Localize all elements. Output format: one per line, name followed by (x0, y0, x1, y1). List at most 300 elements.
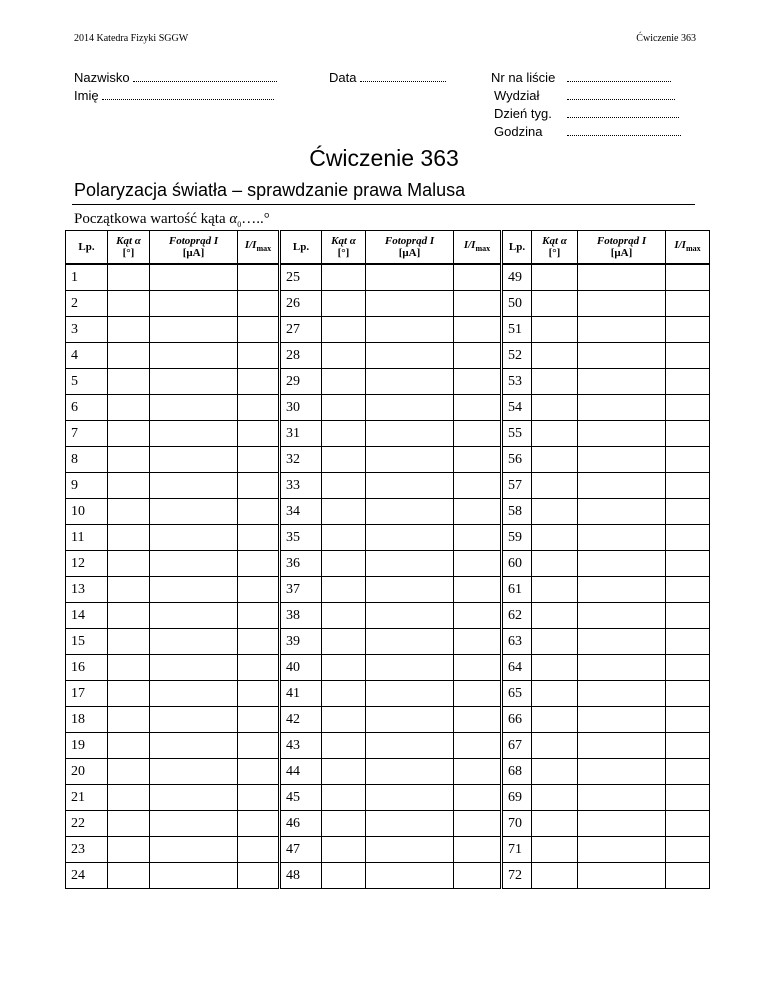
row-number: 21 (66, 785, 108, 811)
photocurrent-cell[interactable] (578, 837, 666, 863)
photocurrent-cell[interactable] (366, 707, 454, 733)
angle-cell[interactable] (532, 369, 578, 395)
angle-cell[interactable] (532, 759, 578, 785)
row-number: 20 (66, 759, 108, 785)
row-number: 9 (66, 473, 108, 499)
ratio-cell[interactable] (666, 499, 710, 525)
angle-cell[interactable] (108, 421, 150, 447)
angle-cell[interactable] (108, 551, 150, 577)
ratio-cell[interactable] (238, 785, 280, 811)
header-lp: Lp. (502, 231, 532, 265)
photocurrent-cell[interactable] (150, 421, 238, 447)
godzina-label: Godzina (494, 124, 543, 139)
ratio-cell[interactable] (238, 577, 280, 603)
table-row (66, 681, 710, 707)
ratio-cell[interactable] (666, 473, 710, 499)
photocurrent-cell[interactable] (578, 733, 666, 759)
ratio-cell[interactable] (238, 395, 280, 421)
data-label: Data (329, 70, 357, 85)
row-number: 49 (502, 264, 532, 291)
photocurrent-cell[interactable] (578, 264, 666, 291)
row-number: 42 (280, 707, 322, 733)
photocurrent-cell[interactable] (150, 525, 238, 551)
ratio-cell[interactable] (454, 577, 502, 603)
angle-cell[interactable] (108, 525, 150, 551)
row-number: 63 (502, 629, 532, 655)
page-header-right: Ćwiczenie 363 (636, 33, 696, 44)
photocurrent-cell[interactable] (366, 447, 454, 473)
row-number: 55 (502, 421, 532, 447)
ratio-cell[interactable] (454, 447, 502, 473)
ratio-cell[interactable] (454, 733, 502, 759)
angle-cell[interactable] (322, 785, 366, 811)
row-number: 28 (280, 343, 322, 369)
photocurrent-cell[interactable] (150, 759, 238, 785)
angle-cell[interactable] (108, 681, 150, 707)
table-row (66, 343, 710, 369)
ratio-cell[interactable] (454, 499, 502, 525)
angle-cell[interactable] (532, 629, 578, 655)
photocurrent-cell[interactable] (366, 369, 454, 395)
ratio-cell[interactable] (666, 395, 710, 421)
ratio-cell[interactable] (454, 811, 502, 837)
photocurrent-cell[interactable] (366, 733, 454, 759)
ratio-cell[interactable] (454, 603, 502, 629)
photocurrent-cell[interactable] (150, 395, 238, 421)
ratio-cell[interactable] (238, 863, 280, 889)
row-number: 6 (66, 395, 108, 421)
angle-cell[interactable] (532, 317, 578, 343)
angle-cell[interactable] (322, 264, 366, 291)
angle-cell[interactable] (322, 525, 366, 551)
header-fotoprad: Fotoprąd I [μA] (578, 231, 666, 265)
angle-cell[interactable] (322, 629, 366, 655)
angle-cell[interactable] (108, 317, 150, 343)
photocurrent-cell[interactable] (150, 707, 238, 733)
ratio-cell[interactable] (666, 603, 710, 629)
photocurrent-cell[interactable] (578, 681, 666, 707)
angle-cell[interactable] (108, 863, 150, 889)
photocurrent-cell[interactable] (366, 343, 454, 369)
photocurrent-cell[interactable] (578, 655, 666, 681)
angle-cell[interactable] (322, 395, 366, 421)
ratio-cell[interactable] (454, 291, 502, 317)
row-number: 22 (66, 811, 108, 837)
header-kat: Kąt α [°] (322, 231, 366, 265)
nazwisko-blank[interactable] (133, 71, 277, 82)
angle-cell[interactable] (108, 264, 150, 291)
photocurrent-cell[interactable] (578, 759, 666, 785)
ratio-cell[interactable] (454, 707, 502, 733)
row-number: 38 (280, 603, 322, 629)
ratio-cell[interactable] (238, 525, 280, 551)
angle-cell[interactable] (108, 603, 150, 629)
table-row (66, 473, 710, 499)
row-number: 65 (502, 681, 532, 707)
angle-cell[interactable] (322, 317, 366, 343)
angle-cell[interactable] (532, 499, 578, 525)
row-number: 68 (502, 759, 532, 785)
row-number: 67 (502, 733, 532, 759)
imie-blank[interactable] (102, 89, 274, 100)
ratio-cell[interactable] (454, 343, 502, 369)
ratio-cell[interactable] (666, 369, 710, 395)
row-number: 37 (280, 577, 322, 603)
dzien-tyg-blank[interactable] (567, 107, 679, 118)
row-number: 14 (66, 603, 108, 629)
ratio-cell[interactable] (454, 369, 502, 395)
ratio-cell[interactable] (238, 343, 280, 369)
photocurrent-cell[interactable] (578, 317, 666, 343)
row-number: 47 (280, 837, 322, 863)
ratio-cell[interactable] (238, 811, 280, 837)
photocurrent-cell[interactable] (150, 863, 238, 889)
row-number: 24 (66, 863, 108, 889)
ratio-cell[interactable] (666, 837, 710, 863)
data-blank[interactable] (360, 71, 446, 82)
ratio-cell[interactable] (666, 707, 710, 733)
table-row (66, 551, 710, 577)
alpha-symbol: α (229, 211, 238, 227)
angle-cell[interactable] (108, 447, 150, 473)
angle-cell[interactable] (532, 837, 578, 863)
photocurrent-cell[interactable] (366, 577, 454, 603)
table-row (66, 395, 710, 421)
title-divider (72, 204, 695, 205)
photocurrent-cell[interactable] (366, 655, 454, 681)
photocurrent-cell[interactable] (150, 629, 238, 655)
ratio-cell[interactable] (238, 264, 280, 291)
ratio-cell[interactable] (454, 395, 502, 421)
ratio-cell[interactable] (238, 733, 280, 759)
angle-cell[interactable] (108, 785, 150, 811)
angle-cell[interactable] (322, 499, 366, 525)
photocurrent-cell[interactable] (366, 421, 454, 447)
row-number: 25 (280, 264, 322, 291)
photocurrent-cell[interactable] (366, 629, 454, 655)
angle-cell[interactable] (532, 811, 578, 837)
photocurrent-cell[interactable] (150, 681, 238, 707)
angle-cell[interactable] (532, 264, 578, 291)
ratio-cell[interactable] (666, 525, 710, 551)
row-number: 52 (502, 343, 532, 369)
row-number: 54 (502, 395, 532, 421)
photocurrent-cell[interactable] (150, 603, 238, 629)
photocurrent-cell[interactable] (366, 837, 454, 863)
ratio-cell[interactable] (666, 785, 710, 811)
imie-label: Imię (74, 88, 99, 103)
photocurrent-cell[interactable] (578, 629, 666, 655)
angle-cell[interactable] (532, 785, 578, 811)
header-fotoprad: Fotoprąd I [μA] (150, 231, 238, 265)
ratio-cell[interactable] (666, 733, 710, 759)
photocurrent-cell[interactable] (150, 551, 238, 577)
angle-cell[interactable] (322, 551, 366, 577)
wydzial-field (494, 88, 539, 103)
row-number: 58 (502, 499, 532, 525)
photocurrent-cell[interactable] (578, 473, 666, 499)
photocurrent-cell[interactable] (366, 551, 454, 577)
row-number: 45 (280, 785, 322, 811)
photocurrent-cell[interactable] (150, 317, 238, 343)
ratio-cell[interactable] (238, 707, 280, 733)
photocurrent-cell[interactable] (366, 863, 454, 889)
ratio-cell[interactable] (666, 681, 710, 707)
row-number: 4 (66, 343, 108, 369)
ratio-cell[interactable] (454, 655, 502, 681)
angle-cell[interactable] (108, 655, 150, 681)
angle-cell[interactable] (322, 447, 366, 473)
row-number: 26 (280, 291, 322, 317)
photocurrent-cell[interactable] (578, 421, 666, 447)
photocurrent-cell[interactable] (150, 264, 238, 291)
photocurrent-cell[interactable] (366, 681, 454, 707)
angle-cell[interactable] (322, 291, 366, 317)
ratio-cell[interactable] (238, 681, 280, 707)
angle-cell[interactable] (532, 707, 578, 733)
photocurrent-cell[interactable] (578, 447, 666, 473)
angle-cell[interactable] (532, 395, 578, 421)
page-header-left: 2014 Katedra Fizyki SGGW (74, 33, 189, 44)
godzina-blank[interactable] (567, 125, 681, 136)
angle-cell[interactable] (108, 707, 150, 733)
row-number: 59 (502, 525, 532, 551)
ratio-cell[interactable] (454, 759, 502, 785)
angle-cell[interactable] (108, 473, 150, 499)
photocurrent-cell[interactable] (150, 837, 238, 863)
row-number: 46 (280, 811, 322, 837)
ratio-cell[interactable] (238, 317, 280, 343)
photocurrent-cell[interactable] (150, 447, 238, 473)
row-number: 40 (280, 655, 322, 681)
row-number: 15 (66, 629, 108, 655)
angle-cell[interactable] (108, 343, 150, 369)
angle-cell[interactable] (532, 733, 578, 759)
angle-cell[interactable] (108, 577, 150, 603)
photocurrent-cell[interactable] (366, 525, 454, 551)
table-row (66, 785, 710, 811)
photocurrent-cell[interactable] (578, 811, 666, 837)
angle-cell[interactable] (322, 603, 366, 629)
ratio-cell[interactable] (238, 759, 280, 785)
photocurrent-cell[interactable] (366, 473, 454, 499)
ratio-cell[interactable] (666, 655, 710, 681)
photocurrent-cell[interactable] (366, 499, 454, 525)
ratio-cell[interactable] (666, 343, 710, 369)
photocurrent-cell[interactable] (366, 291, 454, 317)
angle-cell[interactable] (322, 421, 366, 447)
angle-cell[interactable] (532, 421, 578, 447)
angle-cell[interactable] (108, 759, 150, 785)
photocurrent-cell[interactable] (150, 343, 238, 369)
godzina-blank-wrap (567, 124, 681, 139)
photocurrent-cell[interactable] (150, 499, 238, 525)
row-number: 53 (502, 369, 532, 395)
photocurrent-cell[interactable] (366, 264, 454, 291)
wydzial-blank[interactable] (567, 89, 675, 100)
angle-cell[interactable] (322, 733, 366, 759)
row-number: 61 (502, 577, 532, 603)
angle-cell[interactable] (322, 811, 366, 837)
photocurrent-cell[interactable] (150, 577, 238, 603)
photocurrent-cell[interactable] (578, 785, 666, 811)
row-number: 3 (66, 317, 108, 343)
angle-cell[interactable] (322, 863, 366, 889)
ratio-cell[interactable] (454, 629, 502, 655)
angle-cell[interactable] (108, 291, 150, 317)
table-row (66, 291, 710, 317)
ratio-cell[interactable] (454, 837, 502, 863)
angle-cell[interactable] (108, 395, 150, 421)
table-row (66, 447, 710, 473)
angle-cell[interactable] (322, 707, 366, 733)
ratio-cell[interactable] (666, 811, 710, 837)
photocurrent-cell[interactable] (578, 863, 666, 889)
ratio-cell[interactable] (238, 551, 280, 577)
row-number: 44 (280, 759, 322, 785)
ratio-cell[interactable] (666, 577, 710, 603)
photocurrent-cell[interactable] (150, 733, 238, 759)
angle-cell[interactable] (108, 733, 150, 759)
angle-cell[interactable] (532, 863, 578, 889)
angle-cell[interactable] (322, 681, 366, 707)
row-number: 17 (66, 681, 108, 707)
angle-cell[interactable] (532, 681, 578, 707)
ratio-cell[interactable] (454, 525, 502, 551)
angle-cell[interactable] (532, 655, 578, 681)
photocurrent-cell[interactable] (150, 369, 238, 395)
angle-cell[interactable] (322, 343, 366, 369)
row-number: 35 (280, 525, 322, 551)
angle-cell[interactable] (108, 629, 150, 655)
angle-cell[interactable] (532, 525, 578, 551)
photocurrent-cell[interactable] (150, 473, 238, 499)
table-row (66, 525, 710, 551)
angle-cell[interactable] (322, 577, 366, 603)
ratio-cell[interactable] (238, 447, 280, 473)
ratio-cell[interactable] (238, 291, 280, 317)
ratio-cell[interactable] (238, 499, 280, 525)
photocurrent-cell[interactable] (578, 369, 666, 395)
angle-cell[interactable] (108, 499, 150, 525)
ratio-cell[interactable] (238, 655, 280, 681)
table-row (66, 837, 710, 863)
photocurrent-cell[interactable] (366, 603, 454, 629)
photocurrent-cell[interactable] (150, 785, 238, 811)
ratio-cell[interactable] (666, 447, 710, 473)
angle-cell[interactable] (532, 577, 578, 603)
wydzial-label: Wydział (494, 88, 540, 103)
table-row (66, 317, 710, 343)
photocurrent-cell[interactable] (578, 551, 666, 577)
photocurrent-cell[interactable] (578, 603, 666, 629)
table-row (66, 421, 710, 447)
ratio-cell[interactable] (666, 863, 710, 889)
ratio-cell[interactable] (238, 369, 280, 395)
photocurrent-cell[interactable] (366, 811, 454, 837)
angle-cell[interactable] (532, 343, 578, 369)
row-number: 1 (66, 264, 108, 291)
photocurrent-cell[interactable] (578, 577, 666, 603)
photocurrent-cell[interactable] (578, 525, 666, 551)
ratio-cell[interactable] (666, 317, 710, 343)
ratio-cell[interactable] (666, 421, 710, 447)
row-number: 48 (280, 863, 322, 889)
photocurrent-cell[interactable] (578, 499, 666, 525)
godzina-field (494, 124, 542, 139)
photocurrent-cell[interactable] (150, 811, 238, 837)
angle-cell[interactable] (322, 837, 366, 863)
row-number: 34 (280, 499, 322, 525)
ratio-cell[interactable] (666, 551, 710, 577)
angle-cell[interactable] (532, 447, 578, 473)
photocurrent-cell[interactable] (366, 317, 454, 343)
photocurrent-cell[interactable] (150, 655, 238, 681)
ratio-cell[interactable] (454, 264, 502, 291)
angle-cell[interactable] (322, 759, 366, 785)
ratio-cell[interactable] (666, 264, 710, 291)
photocurrent-cell[interactable] (366, 785, 454, 811)
photocurrent-cell[interactable] (150, 291, 238, 317)
photocurrent-cell[interactable] (366, 759, 454, 785)
ratio-cell[interactable] (454, 863, 502, 889)
photocurrent-cell[interactable] (578, 343, 666, 369)
row-number: 23 (66, 837, 108, 863)
header-ratio: $I/I_{max}$ (666, 231, 710, 265)
ratio-cell[interactable] (238, 603, 280, 629)
photocurrent-cell[interactable] (578, 395, 666, 421)
photocurrent-cell[interactable] (578, 707, 666, 733)
nr-na-liscie-blank[interactable] (567, 71, 671, 82)
table-header-row (66, 231, 710, 265)
row-number: 71 (502, 837, 532, 863)
ratio-cell[interactable] (238, 629, 280, 655)
header-ratio: $I/I_{max}$ (454, 231, 502, 265)
ratio-cell[interactable] (454, 551, 502, 577)
angle-cell[interactable] (322, 655, 366, 681)
initial-angle-prefix: Początkowa wartość kąta (74, 211, 230, 227)
ratio-cell[interactable] (454, 473, 502, 499)
nr-na-liscie-field (491, 70, 555, 85)
angle-cell[interactable] (322, 473, 366, 499)
row-number: 16 (66, 655, 108, 681)
row-number: 19 (66, 733, 108, 759)
header-kat: Kąt α [°] (108, 231, 150, 265)
ratio-cell[interactable] (666, 759, 710, 785)
photocurrent-cell[interactable] (366, 395, 454, 421)
angle-cell[interactable] (532, 603, 578, 629)
angle-cell[interactable] (108, 811, 150, 837)
ratio-cell[interactable] (666, 629, 710, 655)
ratio-cell[interactable] (454, 681, 502, 707)
row-number: 31 (280, 421, 322, 447)
ratio-cell[interactable] (454, 317, 502, 343)
ratio-cell[interactable] (238, 421, 280, 447)
photocurrent-cell[interactable] (578, 291, 666, 317)
ratio-cell[interactable] (454, 421, 502, 447)
angle-cell[interactable] (532, 551, 578, 577)
angle-cell[interactable] (108, 369, 150, 395)
ratio-cell[interactable] (454, 785, 502, 811)
table-row (66, 655, 710, 681)
ratio-cell[interactable] (238, 473, 280, 499)
ratio-cell[interactable] (238, 837, 280, 863)
angle-cell[interactable] (108, 837, 150, 863)
ratio-cell[interactable] (666, 291, 710, 317)
angle-cell[interactable] (532, 473, 578, 499)
angle-cell[interactable] (322, 369, 366, 395)
angle-cell[interactable] (532, 291, 578, 317)
